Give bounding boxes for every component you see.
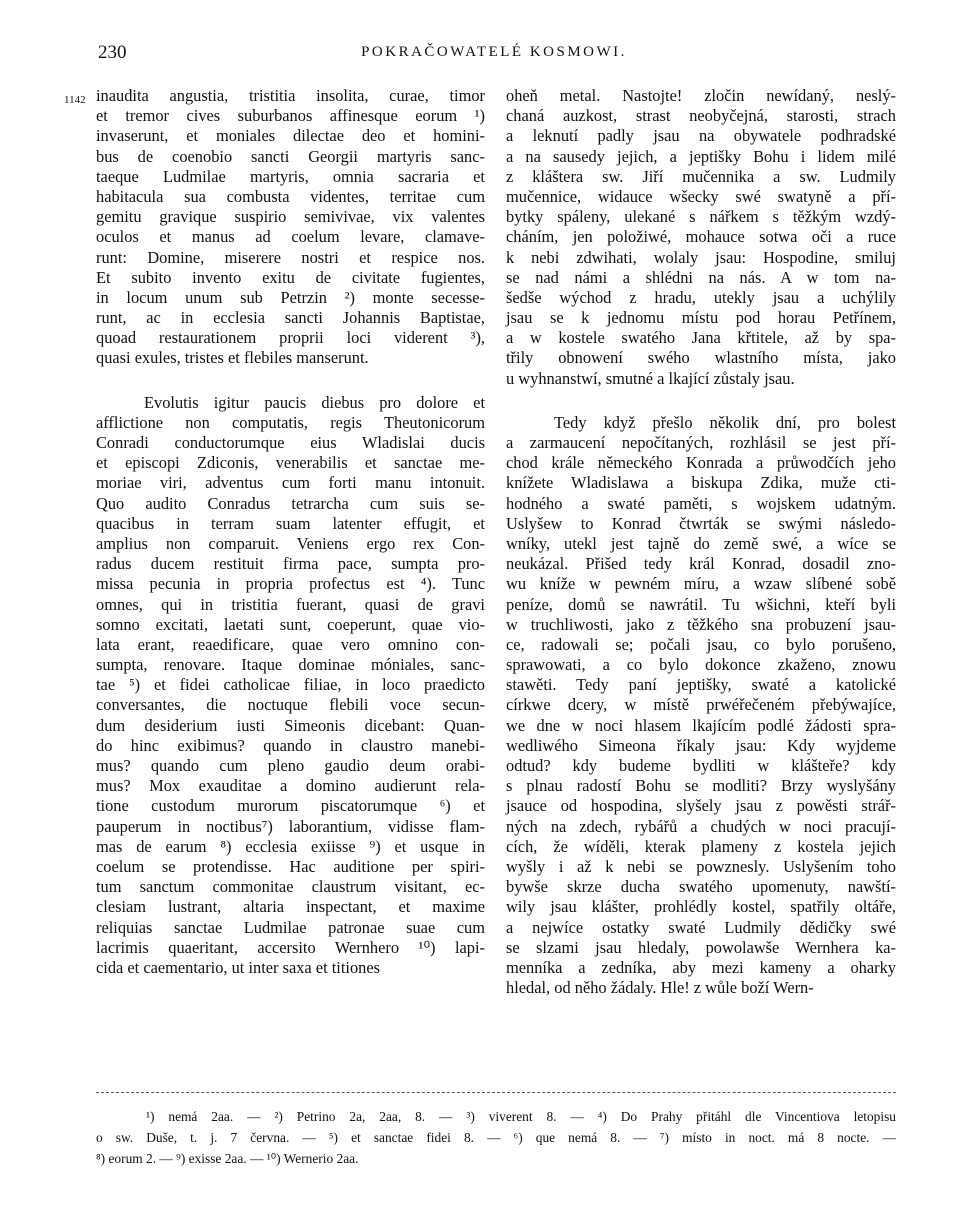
page-header <box>96 42 892 68</box>
text-line: se slzami jsau hledaly, powolawše Wernhera ka- <box>506 937 896 957</box>
text-line: runt: Domine, miserere nostri et respice nos. <box>96 247 485 267</box>
paragraph-gap <box>96 369 485 393</box>
text-line: tae ⁵) et fidei catholicae filiae, in loco praedicto <box>96 675 485 695</box>
text-line: neukázal. Přišed tedy král Konrad, dosadil zno- <box>506 554 896 574</box>
text-line: bytky spáleny, ulekané s nářkem s těžkým wzdý- <box>506 207 896 227</box>
text-line: radus ducem restituit firma pace, sumpta pro- <box>96 554 485 574</box>
czech-text-column <box>506 86 896 998</box>
text-line: a leknutí padly jsau na obywatele podhradské <box>506 126 896 146</box>
text-line: sumpta, renovare. Itaque dominae móniales, sanc- <box>96 655 485 675</box>
text-line: dum desiderium iusti Simeonis dicebant: Quan- <box>96 715 485 735</box>
text-line: a w kostele swatého Jana křtitele, až by spa- <box>506 328 896 348</box>
text-line: et episcopi Zdiconis, venerabilis et sanctae me- <box>96 453 485 473</box>
text-line: habitacula sua combusta videntes, territae cum <box>96 186 485 206</box>
text-line: et tremor cives suburbanos affinesque eorum ¹) <box>96 106 485 126</box>
text-line: oculos et manus ad coelum levare, clamave- <box>96 227 485 247</box>
text-line: mas de earum ⁸) ecclesia exiisse ⁹) et usque in <box>96 836 485 856</box>
text-line: církwe dcery, w místě prwéřečeném přebýwajíce, <box>506 695 896 715</box>
text-line: afflictione non computatis, regis Theutonicorum <box>96 412 485 432</box>
text-line: a na sausedy jejich, a jeptišky Bohu i lidem milé <box>506 146 896 166</box>
text-line: Conradi conductorumque eius Wladislai ducis <box>96 433 485 452</box>
text-line: quasi exules, tristes et flebiles manserunt. <box>96 348 369 368</box>
text-line: lacrimis quaeritant, accersito Wernhero ¹⁰) lapi- <box>96 937 485 957</box>
text-line: w truchliwosti, jako z těžkého sna probuzení jsau- <box>506 614 896 634</box>
text-line: conversantes, die noctuque flebili voce secun- <box>96 695 485 715</box>
text-line: ce, radowali se; počali jsau, co bylo porušeno, <box>506 634 896 654</box>
text-line: lata erant, reaedificare, quae vero omnino con- <box>96 634 485 654</box>
text-line: we dne w noci hlasem lkajícím podlé žádosti spra- <box>506 715 896 735</box>
text-line: a nejwíce ostatky swaté Ludmily dědičky swé <box>506 917 896 937</box>
text-line: do hinc exibimus? quando in claustro manebi- <box>96 735 485 755</box>
text-line: bus de coenobio sancti Georgii martyris sanc- <box>96 146 485 166</box>
footnote-line: o sw. Duše, t. j. 7 června. — ⁵) et sanctae fidei 8. — ⁶) que nemá 8. — ⁷) místo in noct. má 8 nocte. — <box>96 1130 896 1145</box>
text-line: cida et caementario, ut inter saxa et titiones <box>96 957 380 977</box>
text-line: clesiam lustrant, altaria inspectant, et maxime <box>96 897 485 917</box>
running-title: POKRAČOWATELÉ KOSMOWI. <box>361 44 627 60</box>
text-line: knížete Wladislawa a biskupa Zdika, muže cti- <box>506 473 896 493</box>
margin-year-note: 1142 <box>64 94 86 106</box>
text-line: a zarmaucení nepočítaných, rozhlásil se jest pří- <box>506 433 896 452</box>
text-line: quoad restaurationem proprii loci viderent ³), <box>96 328 485 348</box>
text-line: Uslyšew to Konrad čtwrták se swými následo- <box>506 513 896 533</box>
text-line: Evolutis igitur paucis diebus pro dolore et <box>144 392 485 412</box>
text-line: pauperum in noctibus⁷) laborantium, vidisse flam- <box>96 816 485 836</box>
text-line: u wyhnanstwí, smutné a lkající zůstaly jsau. <box>506 368 795 388</box>
text-line: wníky, utekl jest tajně do země swé, a wíce se <box>506 533 896 553</box>
text-line: somno excitati, laetati sunt, coeperunt, quae vio- <box>96 614 485 634</box>
page-number: 230 <box>98 42 127 63</box>
text-line: invaserunt, et moniales dilectae deo et homini- <box>96 126 485 146</box>
text-line: wily jsau klášter, prohlédly kostel, spatřily oltáře, <box>506 897 896 917</box>
text-line: reliquias sanctae Ludmilae patronae suae cum <box>96 917 485 937</box>
text-line: wyšly i až k nebi se powznesly. Uslyšením toho <box>506 856 896 876</box>
text-line: missa pecunia in propria profectus est ⁴). Tunc <box>96 574 485 594</box>
text-line: wu kníže w pewném míru, a wzaw slíbené sobě <box>506 574 896 594</box>
text-line: menníka a zedníka, aby mezi kameny a oharky <box>506 957 896 977</box>
text-line: odtud? kdy budeme bydliti w klášteře? kdy <box>506 756 896 775</box>
footnotes <box>96 1106 896 1169</box>
text-line: omnes, qui in tristitia fuerant, quasi de gravi <box>96 594 485 614</box>
text-line: quacibus in terram suam latenter effugit, et <box>96 513 485 533</box>
text-line: ných na zdech, rybářů a chudých w noci pracují- <box>506 816 896 836</box>
text-line: z kláštera sw. Jiří mučennika a sw. Ludmily <box>506 166 896 186</box>
text-line: gemitu gravique suspirio semivivae, vix valentes <box>96 207 485 227</box>
text-line: stawěti. Tedy paní jeptišky, swaté a katolické <box>506 675 896 695</box>
text-line: taeque Ludmilae martyris, omnia sacraria et <box>96 166 485 186</box>
latin-text-column <box>96 86 485 978</box>
text-line: moriae viri, adventus cum forti manu intonuit. <box>96 473 485 493</box>
text-line: chaná auzkost, strast neobyčejná, starosti, strach <box>506 106 896 126</box>
text-line: Tedy když přešlo několik dní, pro bolest <box>554 412 896 432</box>
text-line: chod krále německého Konrada a průwodčích jeho <box>506 453 896 473</box>
text-line: cích, že wíděli, kterak plameny z kostela jejich <box>506 836 896 856</box>
text-line: se nad námi a shlédni na nás. A w tom na- <box>506 267 896 287</box>
text-line: hledal, od něho žádaly. Hle! z wůle boží Wern- <box>506 978 814 998</box>
text-line: wedliwého Simeona říkaly jsau: Kdy wyjdeme <box>506 735 896 755</box>
text-line: peníze, domů se nawrátil. Tu wšichni, kteří byli <box>506 594 896 614</box>
text-line: mučennice, widauce wšecky swé swatyně a pří- <box>506 186 896 206</box>
text-line: in locum unum sub Petrzin ²) monte secesse- <box>96 287 485 307</box>
text-line: cháním, jen položiwé, mohauce sotwa oči a ruce <box>506 227 896 247</box>
text-line: oheň metal. Nastojte! zločin newídaný, neslý- <box>506 86 896 105</box>
text-line: mus? quando cum pleno gaudio deum orabi- <box>96 756 485 775</box>
text-line: hodného a swaté paměti, s wojskem udatným. <box>506 493 896 513</box>
text-line: třily obnowení swého wlastního místa, jako <box>506 348 896 368</box>
text-line: Quo audito Conradus tetrarcha cum suis se- <box>96 493 485 513</box>
footnote-divider <box>96 1092 896 1093</box>
text-line: tione custodum murorum piscatorumque ⁶) et <box>96 796 485 816</box>
text-line: mus? Mox exauditae a domino audierunt rela- <box>96 776 485 796</box>
text-line: amplius non comparuit. Veniens ergo rex Con- <box>96 533 485 553</box>
text-line: runt, ac in ecclesia sancti Johannis Baptistae, <box>96 308 485 328</box>
text-line: tum sanctum commonitae claustrum visitant, ec- <box>96 877 485 897</box>
text-line: jsau se k jednomu místu pod horau Petřínem, <box>506 308 896 328</box>
text-line: s plnau radostí Bohu se modliti? Brzy wyslyšány <box>506 776 896 796</box>
text-line: bywše skrze ducha swatého upomenuty, nawští- <box>506 877 896 897</box>
paragraph-gap <box>506 389 896 413</box>
text-line: Et subito invento exitu de civitate fugientes, <box>96 267 485 287</box>
text-line: šedše wýchod z hradu, utekly jsau a uchýlily <box>506 287 896 307</box>
text-line: jsauce od hospodina, slyšely jsau z powěsti strář- <box>506 796 896 816</box>
text-line: sprawowati, a co bylo dokonce zkaženo, znowu <box>506 655 896 675</box>
text-line: inaudita angustia, tristitia insolita, curae, timor <box>96 86 485 105</box>
text-line: k nebi zdwihati, wolaly jsau: Hospodine, smiluj <box>506 247 896 267</box>
footnote-line: ⁸) eorum 2. — ⁹) exisse 2aa. — ¹⁰) Wernerio 2aa. <box>96 1151 359 1166</box>
footnote-line: ¹) nemá 2aa. — ²) Petrino 2a, 2aa, 8. — ³) viverent 8. — ⁴) Do Prahy přitáhl dle Vincentiova letopisu <box>146 1109 896 1124</box>
text-line: coelum se protendisse. Hac auditione per spiri- <box>96 856 485 876</box>
